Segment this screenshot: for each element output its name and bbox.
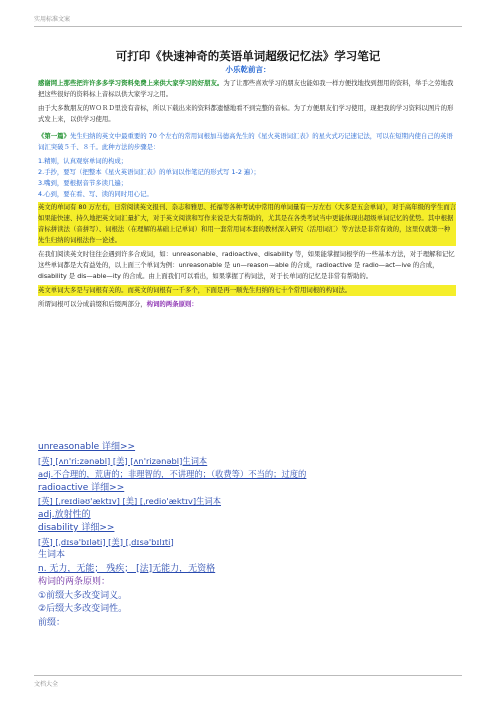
dict-word-unreasonable: unreasonable 详细>> (38, 442, 136, 452)
method-lead: 《第一篇》 (38, 132, 70, 140)
dict-prefix-label: 前缀： (38, 617, 66, 628)
dict-principle-1: ①前缀大多改变词义。 (38, 590, 128, 601)
dict-definition-radioactive: adj.放射性的 (38, 509, 91, 520)
page-title: 可打印《快速神奇的英语单词超级记忆法》学习笔记 (115, 49, 381, 63)
dict-phonetic-unreasonable: [英] [ʌn'ri:zənəbl] [美] [ʌn'rizənəbl]生词本 (38, 455, 208, 466)
footer-rule (34, 675, 462, 676)
step-2: 2.手抄，要写（把整本《星火英语词汇表》的单词以作笔记的形式写 1-2 遍）； (38, 168, 260, 176)
dict-definition-unreasonable: adj.不合理的，荒唐的；非理智的，不讲理的；（收费等）不当的；过度的 (38, 469, 307, 479)
dict-principle-2: ②后缀大多改变词性。 (38, 604, 128, 614)
vocab-paragraph: 英文的单词有 80 万左右，日常阅读英文报刊、杂志和雅思、托福等各种考试中常用的单词量有一万左右（大多是五会单词），对于高年级的学生而言如果能快速、持久地把英文词汇量扩大，对于英文阅读和写作来说是大有帮助的，尤其是在各类考试当中更能体现出超级单词记忆的优势。其中根据音标拼读法（音拼写）、词根法（在理解的基础上记单词）和用一套常用词本套的教材深入研究（活用词汇）等方法是非常有效的，这里仅就第一种先生归纳的词根法作一论述。 (38, 203, 456, 244)
intro-greeting: 感谢网上那些把许许多多学习资料免费上来供大家学习的好朋友。 (38, 79, 224, 87)
dict-phonetic-disability: [英] [ˌdɪsə'bɪləti] [美] [ˌdɪsə'bɪlɪti] (38, 536, 174, 547)
intro-paragraph-2: 由于大多数朋友的ＷＯＲＤ里没有音标，所以下载出来的资料都遗憾地看不到完整的音标。为了方便朋友们学习使用，现把我的学习资料以图片的形式发上来，以供学习使用。 (38, 104, 454, 123)
dict-vocab-book: 生词本 (38, 550, 66, 560)
intro-text-1: 为了让那些喜欢学习的朋友也能如我一样方便找地找到想用的资料，举手之劳地我把这些很好的资料标上音标以供大家学习之用。 (38, 79, 454, 98)
article-body (38, 78, 456, 313)
step-1: 1.精则，认真观察单词的构成； (38, 157, 128, 165)
compound-words-paragraph: 在我们阅读英文时往往会遇到许多合成词，如：unreasonable、radioactive、disability 等，如果能掌握词根学的一些基本方法，对于理解和记忆这些单词都是大有益处的，以上面三个单词为例：unreasonable 是 un—reason—able 的合成，radioactive 是 radio—act—ive 的合成，disability 是 dis—able—ity 的合成。由上面我们可以看出，如果掌握了构词法，对于长单词的记忆是非常有帮助的。 (38, 250, 455, 280)
dict-definition-disability: n. 无力，无能； 残疾； [法]无能力，无资格 (38, 563, 216, 574)
dict-word-disability: disability 详细>> (38, 523, 115, 533)
page-header: 实用标准文案 (34, 16, 71, 23)
page-footer: 文档大全 (34, 681, 59, 688)
method-paragraph (38, 131, 456, 153)
dictionary-image (38, 441, 456, 630)
step-3: 3.嘴到，要根据音节多读几遍； (38, 179, 128, 187)
principles-label: 构词的两条原则： (146, 300, 198, 308)
dict-word-radioactive: radioactive 详细>> (38, 482, 125, 493)
prefix-suffix-line (38, 299, 456, 310)
dict-phonetic-radioactive: [英] [ˌreɪdiəʊ'æktɪv] [美] [ˌredio'æktɪv]生词本 (38, 496, 222, 506)
method-text: 先生归纳的英文中最重要的 70 个左右的常用词根加马德高先生的《星火英语词汇表》的星火式巧记速记法，可以在短期内使自己的英语词汇突破５千、８千。此种方法的步骤是： (38, 132, 453, 151)
subtitle: 小乐乾前言： (225, 65, 271, 74)
step-4: 4.心到，要在看、写、读的同时用心记。 (38, 190, 153, 198)
header-rule (34, 26, 462, 27)
prefix-suffix-text: 所谓词根可以分成前缀和后缀两部分， (38, 300, 147, 308)
intro-paragraph (38, 78, 456, 100)
dict-principles-heading: 构词的两条原则： (38, 577, 111, 587)
root-paragraph: 英文单词大多是与词根有关的。而英文的词根有一千多个，下面是再一顺先生归纳的七十个常用词根的构词法。 (38, 285, 456, 296)
